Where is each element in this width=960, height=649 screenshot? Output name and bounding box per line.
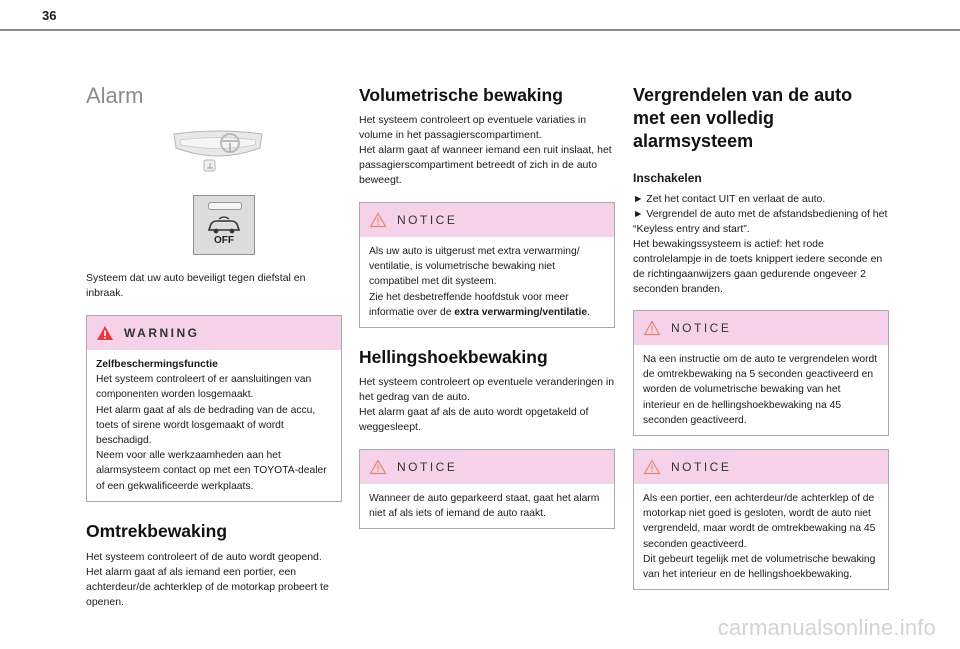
notice-icon [643, 459, 661, 475]
off-label: OFF [214, 235, 234, 246]
warning-title: WARNING [124, 326, 200, 340]
car-ceiling-console-icon [168, 128, 268, 176]
notice-bold-term: extra verwarming/ventilatie [454, 306, 588, 318]
notice-title: NOTICE [671, 321, 732, 335]
notice-icon [369, 212, 387, 228]
warning-text: Het systeem controleert of er aansluitingen van componenten worden losgemaakt. Het alarm gaat af als de bedrading van de accu, toets of sirene wordt losgemaakt of wordt beschadigd. Neem voor alle werkzaamheden aan het alarmsysteem contact op met een TOYOTA-dealer of een gekwalificeerde werkplaats. [96, 374, 327, 492]
notice-text: Als een portier, een achterdeur/de achterklep of de motorkap niet goed is gesloten, wordt de auto niet vergrendeld, maar wordt de omtrekbewaking na 45 seconden geactiveerd. Dit gebeurt tegelijk met de volumetrische bewaking van het interieur en de hellingshoekbewaking. [643, 493, 876, 581]
column-3 [633, 82, 889, 590]
hellingshoek-text: Het systeem controleert op eventuele veranderingen in het gedrag van de auto. Het alarm gaat af als de auto wordt opgetakeld of weggesleept. [359, 376, 615, 434]
alarm-intro: Systeem dat uw auto beveiligt tegen diefstal en inbraak. [86, 272, 306, 299]
notice-title: NOTICE [397, 213, 458, 227]
section-title-vergrendelen: Vergrendelen van de auto met een volledig alarmsysteem [633, 85, 853, 151]
alarm-off-button-icon [193, 195, 255, 255]
notice-icon [643, 320, 661, 336]
notice-icon [369, 459, 387, 475]
warning-icon [96, 325, 114, 341]
notice-title: NOTICE [397, 460, 458, 475]
page-number: 36 [42, 8, 57, 23]
header-rule [0, 29, 960, 31]
section-title-hellingshoek: Hellingshoekbewaking [359, 347, 548, 368]
column-1 [86, 82, 342, 610]
notice-text: Na een instructie om de auto te vergrendelen wordt de omtrekbewaking na 5 seconden geactiveerd en worden de volumetrische bewaking van het interieur en de hellingshoekbewaking na 45 seconden geactiveerd. [643, 354, 878, 426]
volumetrische-text: Het systeem controleert op eventuele variaties in volume in het passagierscompartiment. Het alarm gaat af wanneer iemand een ruit inslaat, het passagierscompartiment betreedt of zich in de auto beweegt. [359, 114, 612, 186]
notice-title: NOTICE [671, 460, 732, 475]
step-1: ► Zet het contact UIT en verlaat de auto. [633, 193, 826, 205]
step-2: ► Vergrendel de auto met de afstandsbediening of het “Keyless entry and start”. [633, 208, 888, 235]
notice-text: Wanneer de auto geparkeerd staat, gaat het alarm niet af als iets of iemand de auto raakt. [369, 493, 600, 520]
notice-box-4 [633, 449, 889, 590]
subtitle-inschakelen: Inschakelen [633, 171, 702, 185]
notice-box-3 [633, 310, 889, 436]
notice-text: Als uw auto is uitgerust met extra verwarming/ ventilatie, is volumetrische bewaking niet compatibel met dit systeem. Zie het desbetreffende hoofdstuk voor meer informatie over de extra verwarming/ventilatie. [369, 246, 590, 318]
section-title-volumetrische: Volumetrische bewaking [359, 85, 563, 105]
alarm-illustration [168, 128, 268, 255]
section-title-alarm: Alarm [86, 83, 144, 108]
warning-heading: Zelfbeschermingsfunctie [96, 359, 218, 370]
notice-box-1 [359, 202, 615, 328]
notice-box-2 [359, 449, 615, 529]
warning-box [86, 315, 342, 502]
omtrekbewaking-text: Het systeem controleert of de auto wordt geopend. Het alarm gaat af als iemand een portier, een achterdeur/de achterklep of de motorkap probeert te openen. [86, 550, 329, 608]
column-2 [359, 82, 615, 529]
activation-text: Het bewakingssysteem is actief: het rode controlelampje in de toets knippert iedere seconde en de richtingaanwijzers gaan gedurende ongeveer 2 seconden branden. [633, 238, 883, 295]
watermark: carmanualsonline.info [717, 615, 936, 640]
section-title-omtrekbewaking: Omtrekbewaking [86, 520, 228, 541]
